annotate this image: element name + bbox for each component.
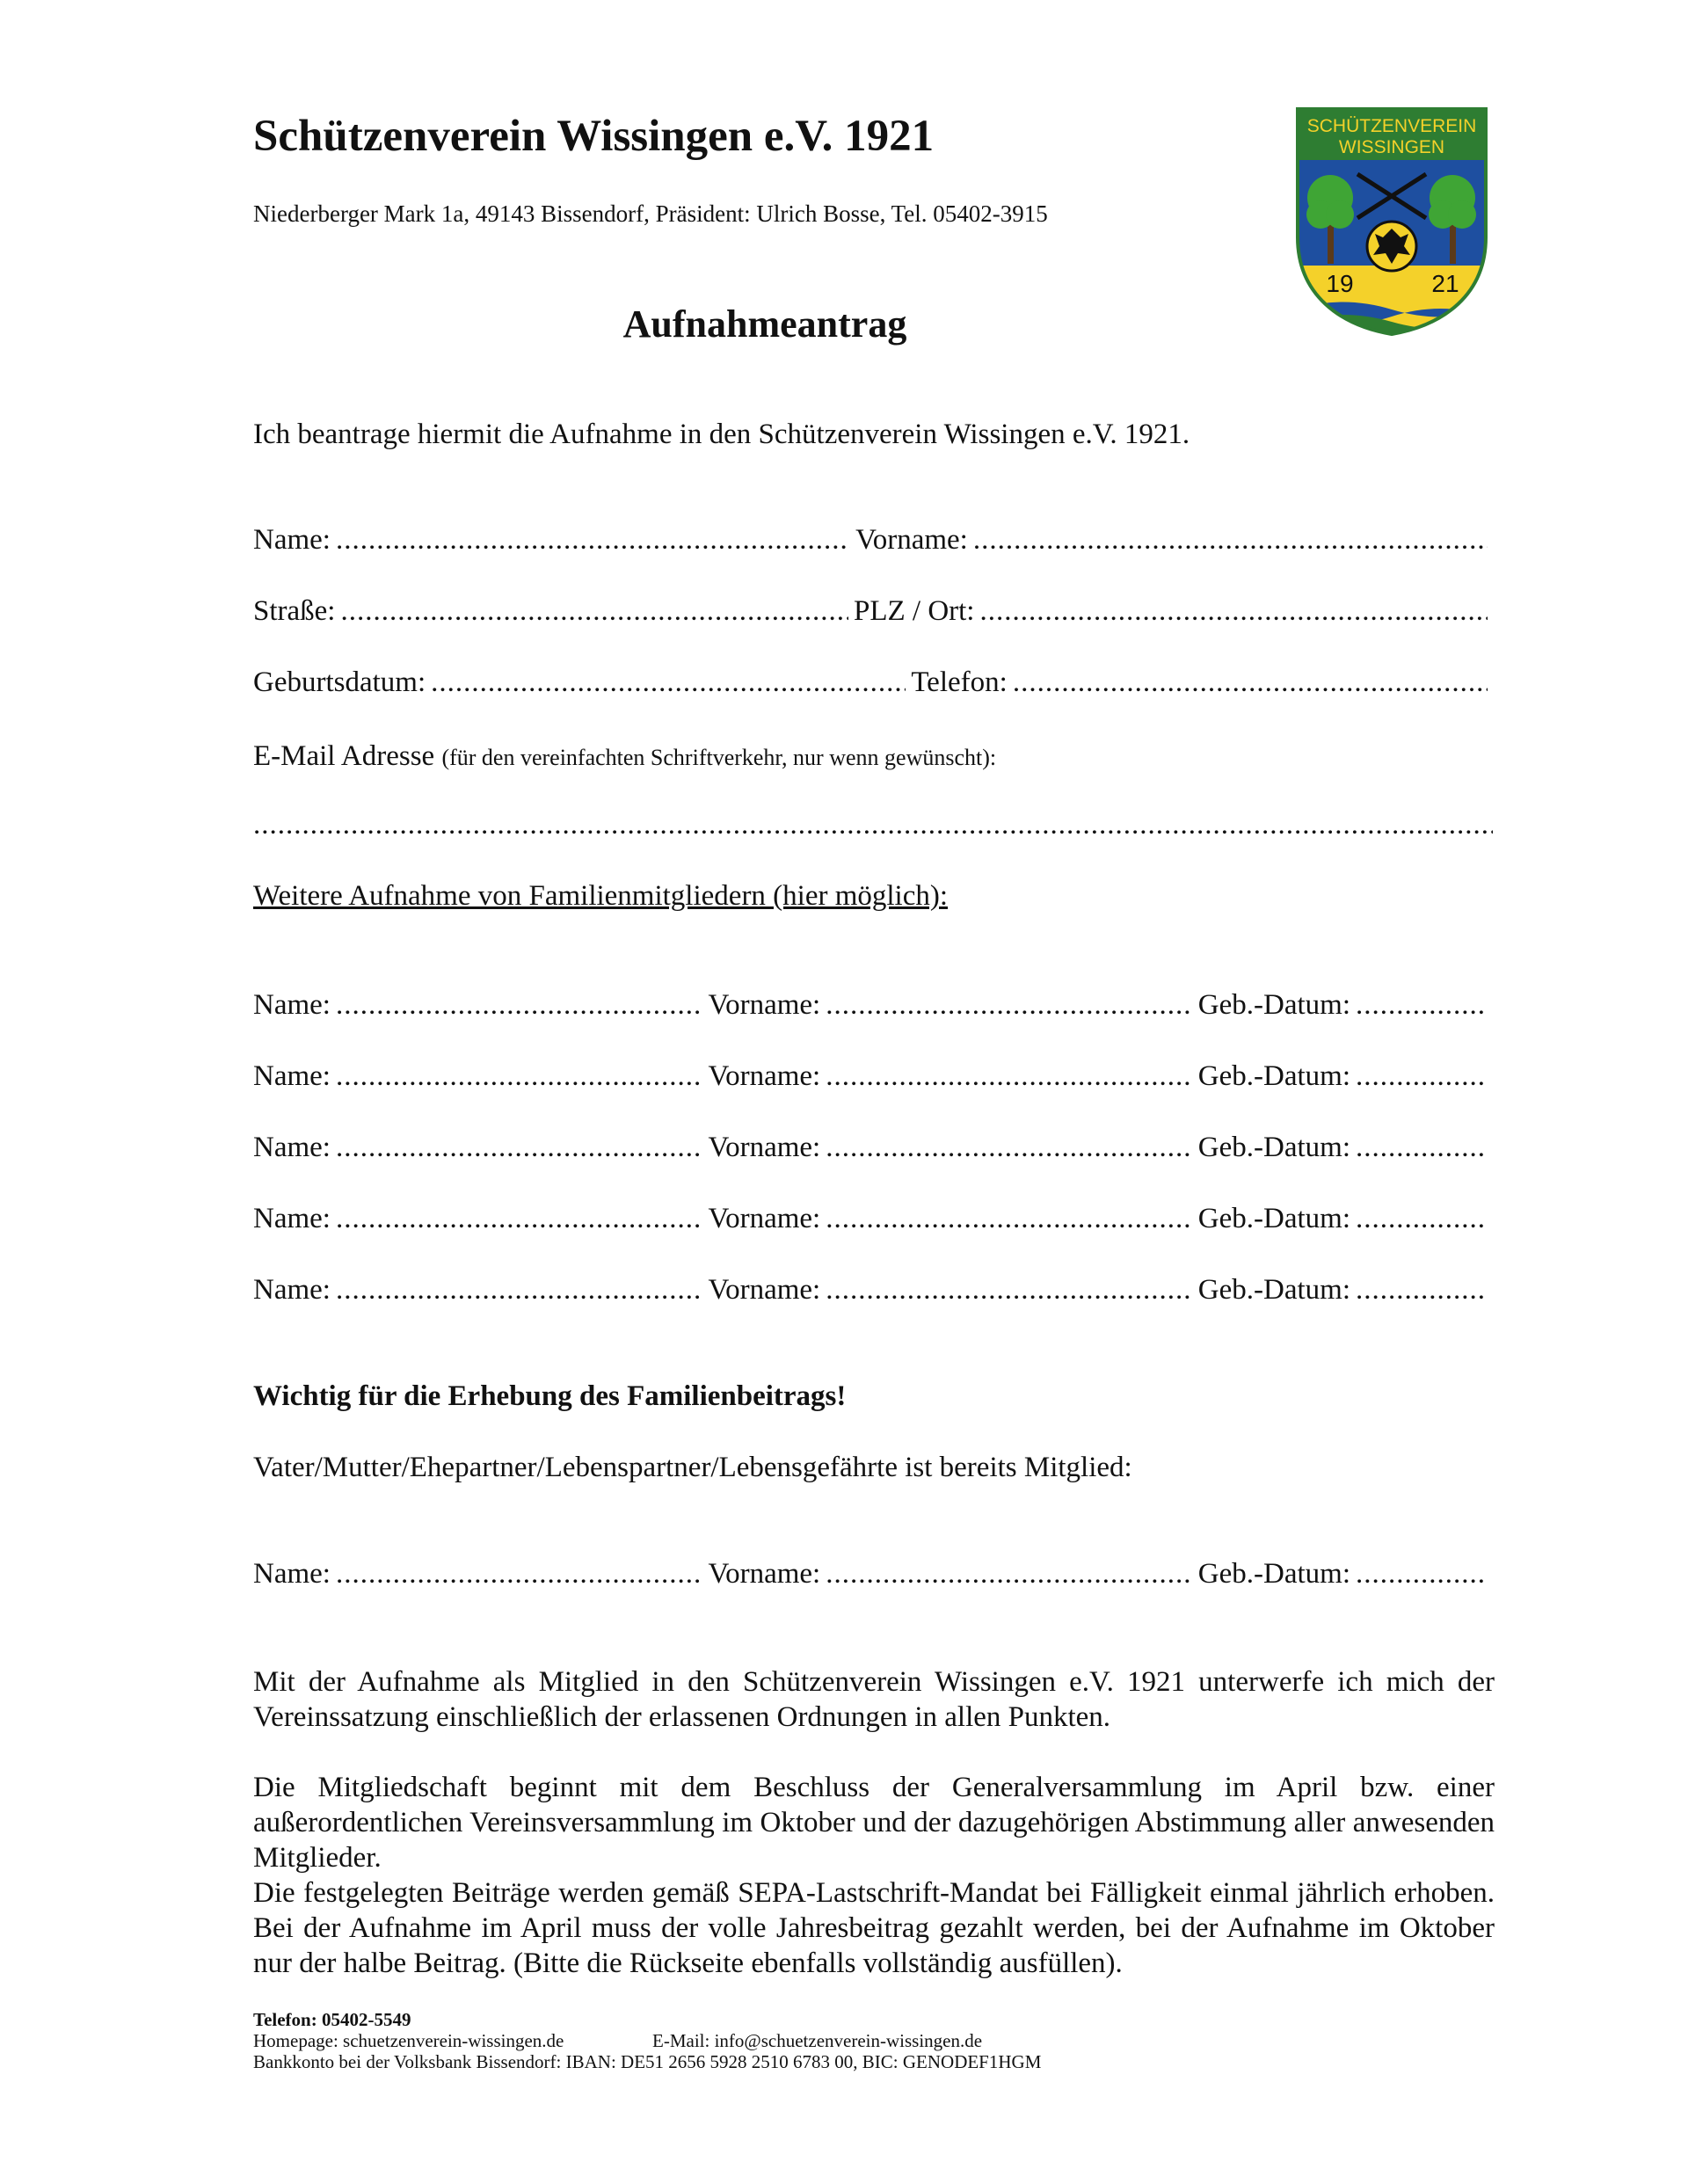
geb-datum-label: Geb.-Datum: [1197,1274,1350,1306]
family-geb-datum-field[interactable] [1356,1060,1488,1093]
family-row [253,989,1493,1022]
vorname-label: Vorname: [708,1203,821,1234]
family-name-field[interactable] [336,1203,703,1235]
geb-datum-label: Geb.-Datum: [1197,1558,1350,1590]
name-label: Name: [253,1132,331,1163]
vorname-field[interactable] [973,524,1488,557]
member-name-field[interactable] [336,1558,703,1591]
family-row [253,1274,1493,1307]
family-geb-datum-field[interactable] [1356,989,1488,1022]
family-geb-datum-field[interactable] [1356,1203,1488,1235]
email-label: E-Mail Adresse [253,740,435,772]
telefon-label: Telefon: [911,666,1008,698]
family-name-field[interactable] [336,1132,703,1164]
name-label: Name: [253,1203,331,1234]
fees-text: Die festgelegten Beiträge werden gemäß SEPA-Lastschrift-Mandat bei Fälligkeit einmal jährlich erhoben. Bei der Aufnahme im April muss der volle Jahresbeitrag gezahlt werden, bei der Aufnahme im Oktober nur der halbe Beitrag. (Bitte die Rückseite ebenfalls vollständig ausfüllen). [253,1877,1495,1979]
important-heading: Wichtig für die Erhebung des Familienbeitrags! [253,1380,847,1412]
family-heading: Weitere Aufnahme von Familienmitgliedern (hier möglich): [253,880,949,912]
family-name-field[interactable] [336,1060,703,1093]
family-row [253,1203,1493,1235]
name-field[interactable] [336,524,850,557]
family-vorname-field[interactable] [826,1203,1193,1235]
footer-email: E-Mail: info@schuetzenverein-wissingen.de [652,2030,983,2051]
organization-address: Niederberger Mark 1a, 49143 Bissendorf, Präsident: Ulrich Bosse, Tel. 05402-3915 [253,200,1048,227]
family-row [253,1060,1493,1093]
name-label: Name: [253,1558,331,1590]
intro-text: Ich beantrage hiermit die Aufnahme in den Schützenverein Wissingen e.V. 1921. [253,419,1190,450]
vorname-label: Vorname: [708,1274,821,1306]
name-label: Name: [253,1274,331,1306]
name-label: Name: [253,1060,331,1092]
existing-member-row [253,1558,1493,1591]
member-geb-datum-field[interactable] [1356,1558,1488,1591]
applicant-name-row [253,524,1493,557]
vorname-label: Vorname: [855,524,968,556]
geb-datum-label: Geb.-Datum: [1197,1060,1350,1092]
plz-ort-label: PLZ / Ort: [853,595,975,627]
family-row [253,1132,1493,1164]
organization-title: Schützenverein Wissingen e.V. 1921 [253,112,935,161]
name-label: Name: [253,989,331,1021]
footer-bank: Bankkonto bei der Volksbank Bissendorf: IBAN: DE51 2656 5928 2510 6783 00, BIC: GENODEF1HGM [253,2051,1042,2072]
email-label-row [253,740,996,773]
footer-homepage: Homepage: schuetzenverein-wissingen.de [253,2030,564,2051]
family-name-field[interactable] [336,1274,703,1307]
family-name-field[interactable] [336,989,703,1022]
geb-datum-label: Geb.-Datum: [1197,1132,1350,1163]
name-label: Name: [253,524,331,556]
applicant-birth-row [253,666,1493,699]
family-vorname-field[interactable] [826,1060,1193,1093]
email-row [253,809,1493,841]
family-vorname-field[interactable] [826,989,1193,1022]
form-title: Aufnahmeantrag [622,302,907,346]
vorname-label: Vorname: [708,989,821,1021]
family-vorname-field[interactable] [826,1274,1193,1307]
crest-text-line2: WISSINGEN [1338,137,1445,157]
vorname-label: Vorname: [708,1060,821,1092]
membership-start-text: Die Mitgliedschaft beginnt mit dem Beschluss der Generalversammlung im April bzw. einer außerordentlichen Vereinsversammlung im Oktober und der dazugehörigen Abstimmung aller anwesenden Mitglieder. [253,1772,1495,1874]
email-field[interactable] [253,809,1493,841]
geburtsdatum-label: Geburtsdatum: [253,666,426,698]
vorname-label: Vorname: [708,1132,821,1163]
crest-year-right: 21 [1431,270,1459,297]
plz-ort-field[interactable] [979,595,1488,628]
strasse-field[interactable] [340,595,848,628]
crest-year-left: 19 [1326,270,1354,297]
member-vorname-field[interactable] [826,1558,1193,1591]
geburtsdatum-field[interactable] [431,666,906,699]
family-geb-datum-field[interactable] [1356,1132,1488,1164]
footer-telefon: Telefon: 05402-5549 [253,2009,411,2030]
member-note: Vater/Mutter/Ehepartner/Lebenspartner/Lebensgefährte ist bereits Mitglied: [253,1452,1132,1483]
family-geb-datum-field[interactable] [1356,1274,1488,1307]
family-vorname-field[interactable] [826,1132,1193,1164]
membership-statement: Mit der Aufnahme als Mitglied in den Schützenverein Wissingen e.V. 1921 unterwerfe ich mich der Vereinssatzung einschließlich der erlassenen Ordnungen in allen Punkten. [253,1666,1495,1733]
crest-text-line1: SCHÜTZENVEREIN [1306,116,1477,136]
geb-datum-label: Geb.-Datum: [1197,1203,1350,1234]
vorname-label: Vorname: [708,1558,821,1590]
applicant-address-row [253,595,1493,628]
geb-datum-label: Geb.-Datum: [1197,989,1350,1021]
email-note: (für den vereinfachten Schriftverkehr, nur wenn gewünscht): [441,745,997,770]
telefon-field[interactable] [1013,666,1488,699]
strasse-label: Straße: [253,595,336,627]
